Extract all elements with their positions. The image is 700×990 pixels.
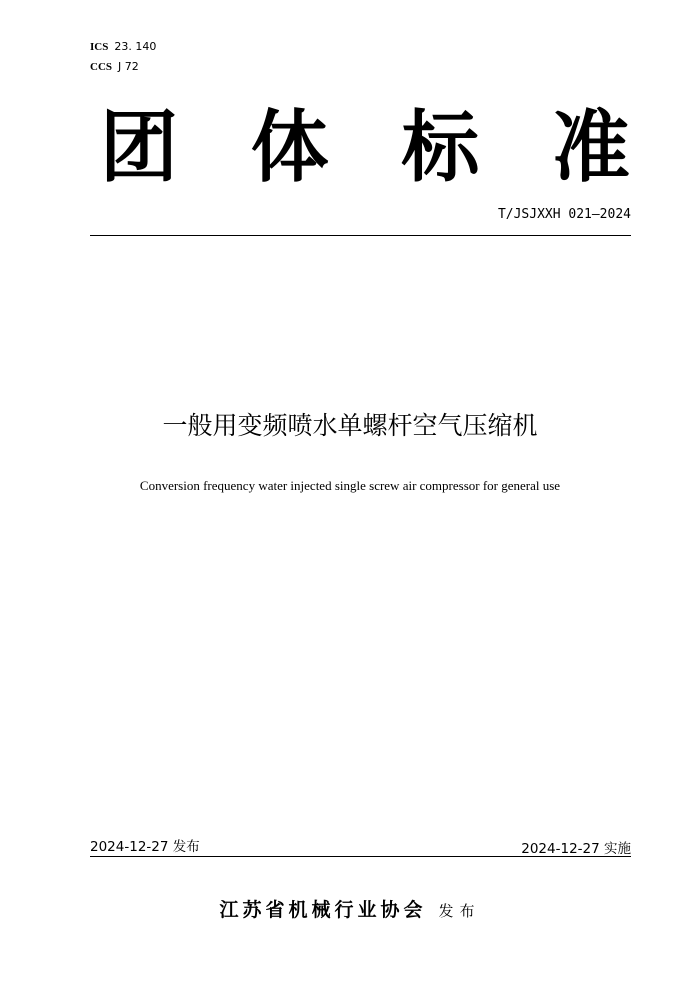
title-char: 团 — [100, 102, 179, 193]
ics-value: 23. 140 — [114, 40, 157, 53]
ics-label: ICS — [90, 41, 109, 53]
ccs-value: J 72 — [118, 60, 139, 73]
title-char: 体 — [250, 102, 329, 193]
ccs-code — [90, 60, 139, 74]
issuer — [0, 897, 700, 924]
implementation-date: 2024-12-27 实施 — [521, 841, 631, 857]
ccs-label: CCS — [90, 61, 113, 73]
top-divider — [90, 235, 631, 236]
issuer-action: 发布 — [438, 902, 481, 920]
document-title-chinese: 一般用变频喷水单螺杆空气压缩机 — [162, 411, 538, 440]
standard-number: T/JSJXXH 021—2024 — [497, 207, 631, 222]
main-title — [100, 100, 630, 195]
title-char: 准 — [551, 102, 630, 193]
issuer-name: 江苏省机械行业协会 — [219, 899, 427, 921]
ics-code — [90, 40, 156, 54]
document-title-english: Conversion frequency water injected single screw air compressor for general use — [139, 478, 561, 493]
bottom-divider — [90, 856, 631, 857]
title-char: 标 — [401, 102, 480, 193]
issue-date: 2024-12-27 发布 — [90, 839, 200, 855]
